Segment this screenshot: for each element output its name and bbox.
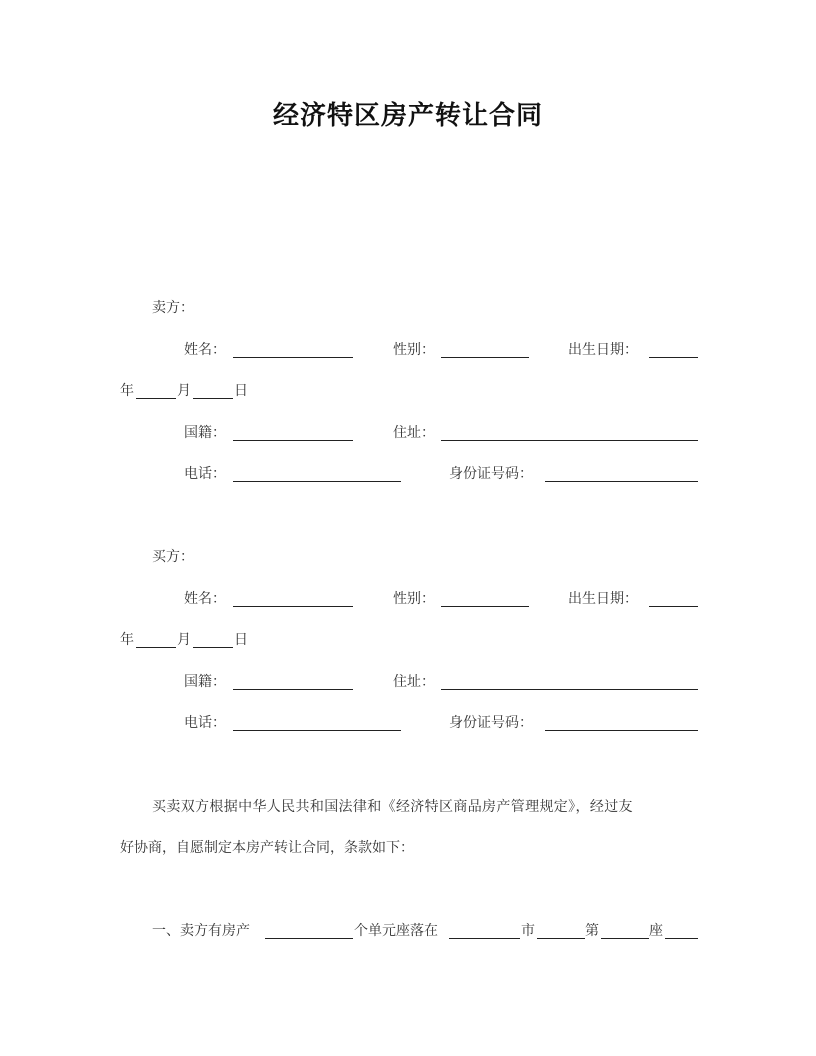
seller-address-label: 住址： [393, 425, 435, 441]
seller-month-label: 月 [177, 383, 191, 399]
buyer-name-label: 姓名： [184, 591, 226, 607]
seller-phone-field[interactable] [233, 481, 401, 482]
seller-heading: 卖方： [152, 300, 194, 316]
buyer-birth-day-field[interactable] [193, 647, 233, 648]
seller-year-label: 年 [120, 383, 134, 399]
seller-birth-month-field[interactable] [136, 398, 176, 399]
buyer-nationality-field[interactable] [233, 689, 353, 690]
buyer-phone-label: 电话： [184, 715, 226, 731]
preamble-line-2: 好协商，自愿制定本房产转让合同，条款如下： [120, 840, 414, 856]
seller-birth-year-field[interactable] [649, 357, 698, 358]
clause-1-building-number-field[interactable] [601, 938, 649, 939]
clause-1-units-label: 个单元座落在 [354, 923, 438, 939]
seller-gender-label: 性别： [393, 342, 435, 358]
clause-1-district-field[interactable] [537, 938, 585, 939]
seller-name-label: 姓名： [184, 342, 226, 358]
seller-address-field[interactable] [441, 440, 698, 441]
clause-1-building-label: 座 [649, 923, 663, 939]
clause-1-units-field[interactable] [265, 938, 353, 939]
buyer-birthdate-label: 出生日期： [568, 591, 638, 607]
seller-name-field[interactable] [233, 357, 353, 358]
buyer-id-field[interactable] [545, 730, 698, 731]
clause-1-city-field[interactable] [449, 938, 520, 939]
seller-phone-label: 电话： [184, 466, 226, 482]
buyer-id-label: 身份证号码： [449, 715, 533, 731]
clause-1-floor-field[interactable] [665, 938, 698, 939]
seller-nationality-label: 国籍： [184, 425, 226, 441]
preamble-line-1: 买卖双方根据中华人民共和国法律和《经济特区商品房产管理规定》，经过友 [152, 799, 633, 815]
buyer-nationality-label: 国籍： [184, 674, 226, 690]
clause-1-number-label: 第 [585, 923, 599, 939]
buyer-phone-field[interactable] [233, 730, 401, 731]
seller-gender-field[interactable] [441, 357, 529, 358]
seller-id-field[interactable] [545, 481, 698, 482]
buyer-day-label: 日 [234, 632, 248, 648]
seller-nationality-field[interactable] [233, 440, 353, 441]
document-title: 经济特区房产转让合同 [272, 101, 543, 131]
seller-birth-day-field[interactable] [193, 398, 233, 399]
buyer-address-label: 住址： [393, 674, 435, 690]
buyer-birth-year-field[interactable] [649, 606, 698, 607]
clause-1-city-label: 市 [521, 923, 535, 939]
buyer-gender-field[interactable] [441, 606, 529, 607]
seller-birthdate-label: 出生日期： [568, 342, 638, 358]
buyer-gender-label: 性别： [393, 591, 435, 607]
buyer-name-field[interactable] [233, 606, 353, 607]
seller-day-label: 日 [234, 383, 248, 399]
buyer-month-label: 月 [177, 632, 191, 648]
seller-id-label: 身份证号码： [449, 466, 533, 482]
buyer-birth-month-field[interactable] [136, 647, 176, 648]
clause-1-prefix: 一、卖方有房产 [152, 923, 250, 939]
buyer-heading: 买方： [152, 549, 194, 565]
buyer-year-label: 年 [120, 632, 134, 648]
buyer-address-field[interactable] [441, 689, 698, 690]
